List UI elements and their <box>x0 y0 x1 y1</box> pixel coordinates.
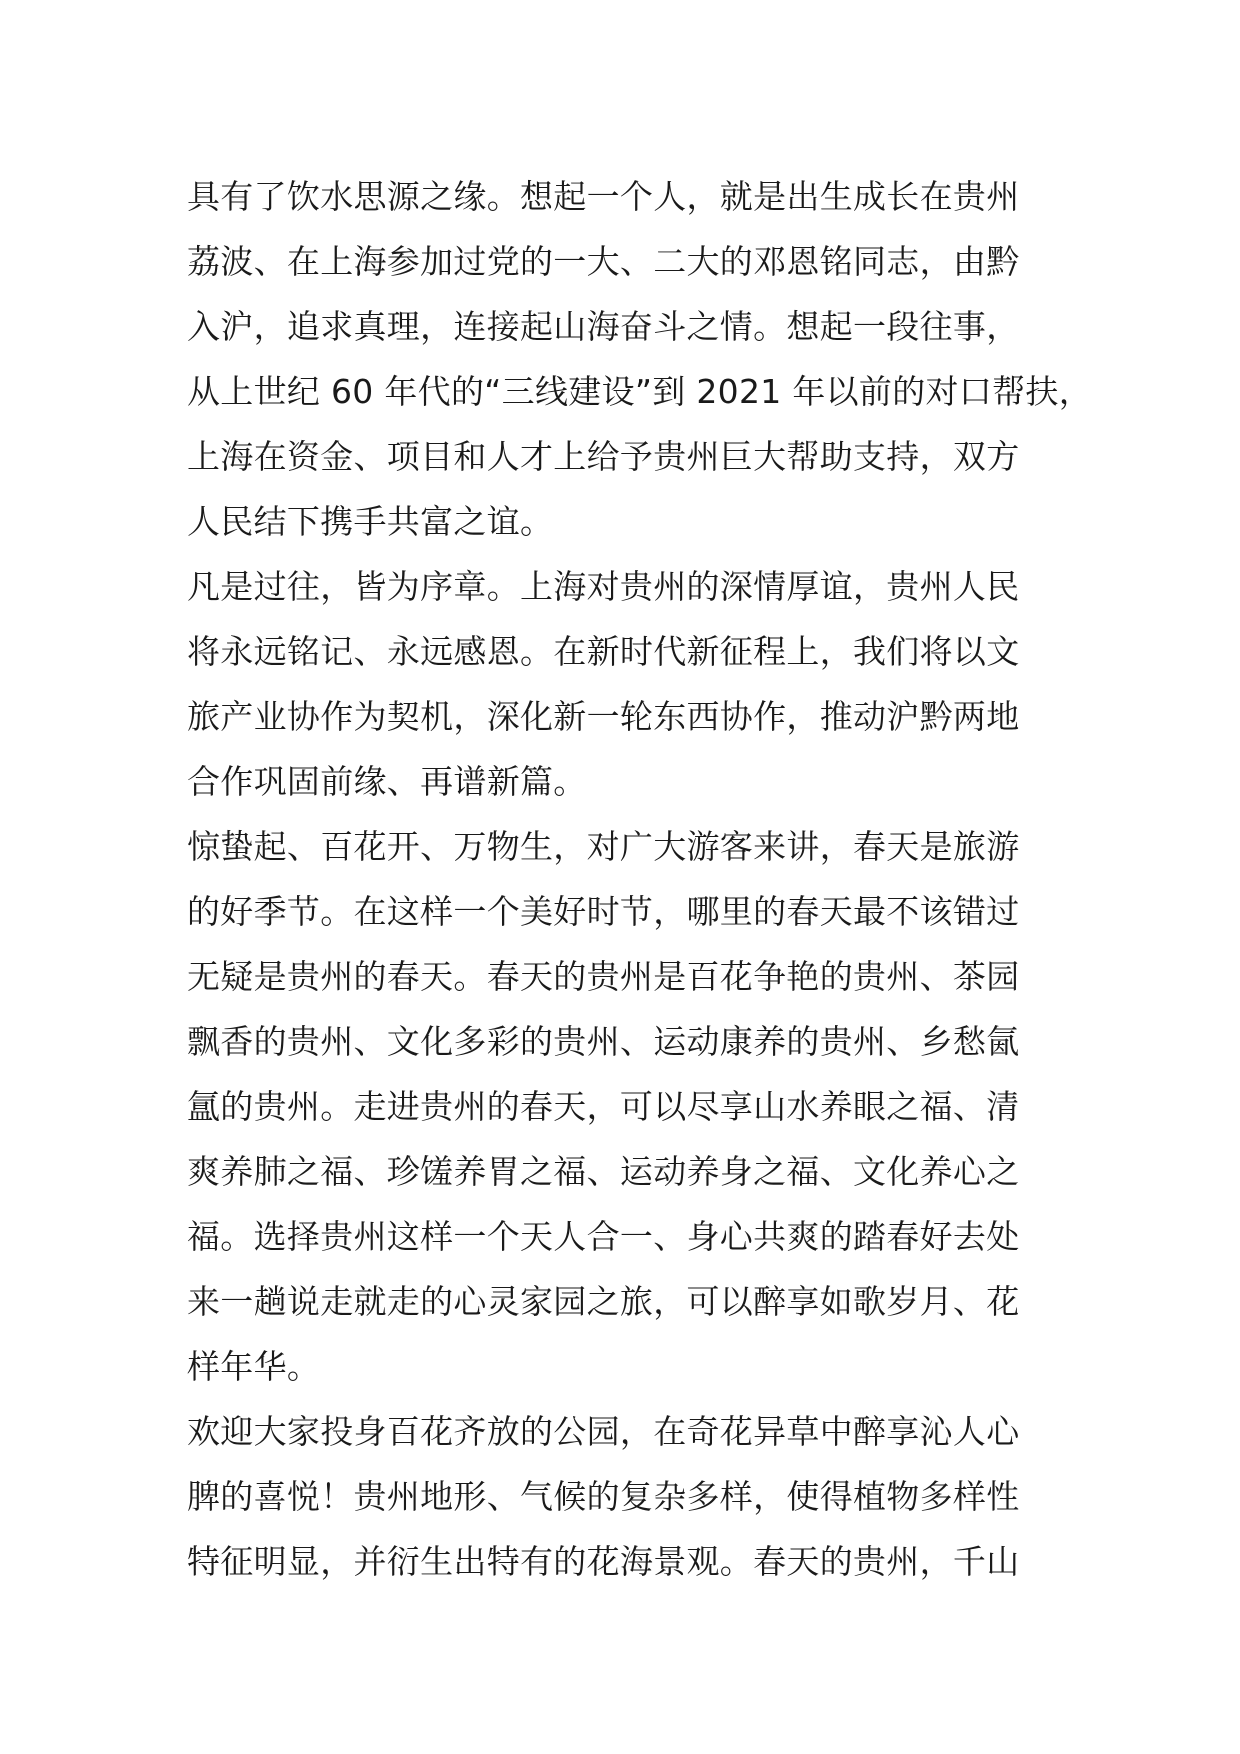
paragraph-3 <box>187 814 1087 1399</box>
text-line: 具有了饮水思源之缘。想起一个人，就是出生成长在贵州 <box>187 177 1020 216</box>
text-line: 从上世纪 60 年代的“三线建设”到 2021 年以前的对口帮扶， <box>187 372 1093 411</box>
text-line: 福。选择贵州这样一个天人合一、身心共爽的踏春好去处 <box>187 1217 1020 1256</box>
text-line: 合作巩固前缘、再谱新篇。 <box>187 762 587 801</box>
text-line: 脾的喜悦！贵州地形、气候的复杂多样，使得植物多样性 <box>187 1477 1020 1516</box>
text-line: 飘香的贵州、文化多彩的贵州、运动康养的贵州、乡愁氤 <box>187 1022 1020 1061</box>
text-line: 爽养肺之福、珍馐养胃之福、运动养身之福、文化养心之 <box>187 1152 1020 1191</box>
text-line: 将永远铭记、永远感恩。在新时代新征程上，我们将以文 <box>187 632 1020 671</box>
body-text <box>187 164 1093 1594</box>
text-line: 来一趟说走就走的心灵家园之旅，可以醉享如歌岁月、花 <box>187 1282 1020 1321</box>
paragraph-2 <box>187 554 1087 814</box>
text-line: 人民结下携手共富之谊。 <box>187 502 554 541</box>
text-line: 特征明显，并衍生出特有的花海景观。春天的贵州，千山 <box>187 1542 1020 1581</box>
paragraph-1 <box>187 164 1093 554</box>
text-line: 惊蛰起、百花开、万物生，对广大游客来讲，春天是旅游 <box>187 827 1020 866</box>
text-line: 欢迎大家投身百花齐放的公园，在奇花异草中醉享沁人心 <box>187 1412 1020 1451</box>
text-line: 凡是过往，皆为序章。上海对贵州的深情厚谊，贵州人民 <box>187 567 1020 606</box>
text-line: 样年华。 <box>187 1347 321 1386</box>
text-line: 无疑是贵州的春天。春天的贵州是百花争艳的贵州、茶园 <box>187 957 1020 996</box>
text-line: 旅产业协作为契机，深化新一轮东西协作，推动沪黔两地 <box>187 697 1020 736</box>
text-line: 的好季节。在这样一个美好时节，哪里的春天最不该错过 <box>187 892 1020 931</box>
text-line: 上海在资金、项目和人才上给予贵州巨大帮助支持，双方 <box>187 437 1020 476</box>
text-line: 氲的贵州。走进贵州的春天，可以尽享山水养眼之福、清 <box>187 1087 1020 1126</box>
paragraph-4 <box>187 1399 1087 1594</box>
text-line: 荔波、在上海参加过党的一大、二大的邓恩铭同志，由黔 <box>187 242 1020 281</box>
text-line: 入沪，追求真理，连接起山海奋斗之情。想起一段往事， <box>187 307 1020 346</box>
